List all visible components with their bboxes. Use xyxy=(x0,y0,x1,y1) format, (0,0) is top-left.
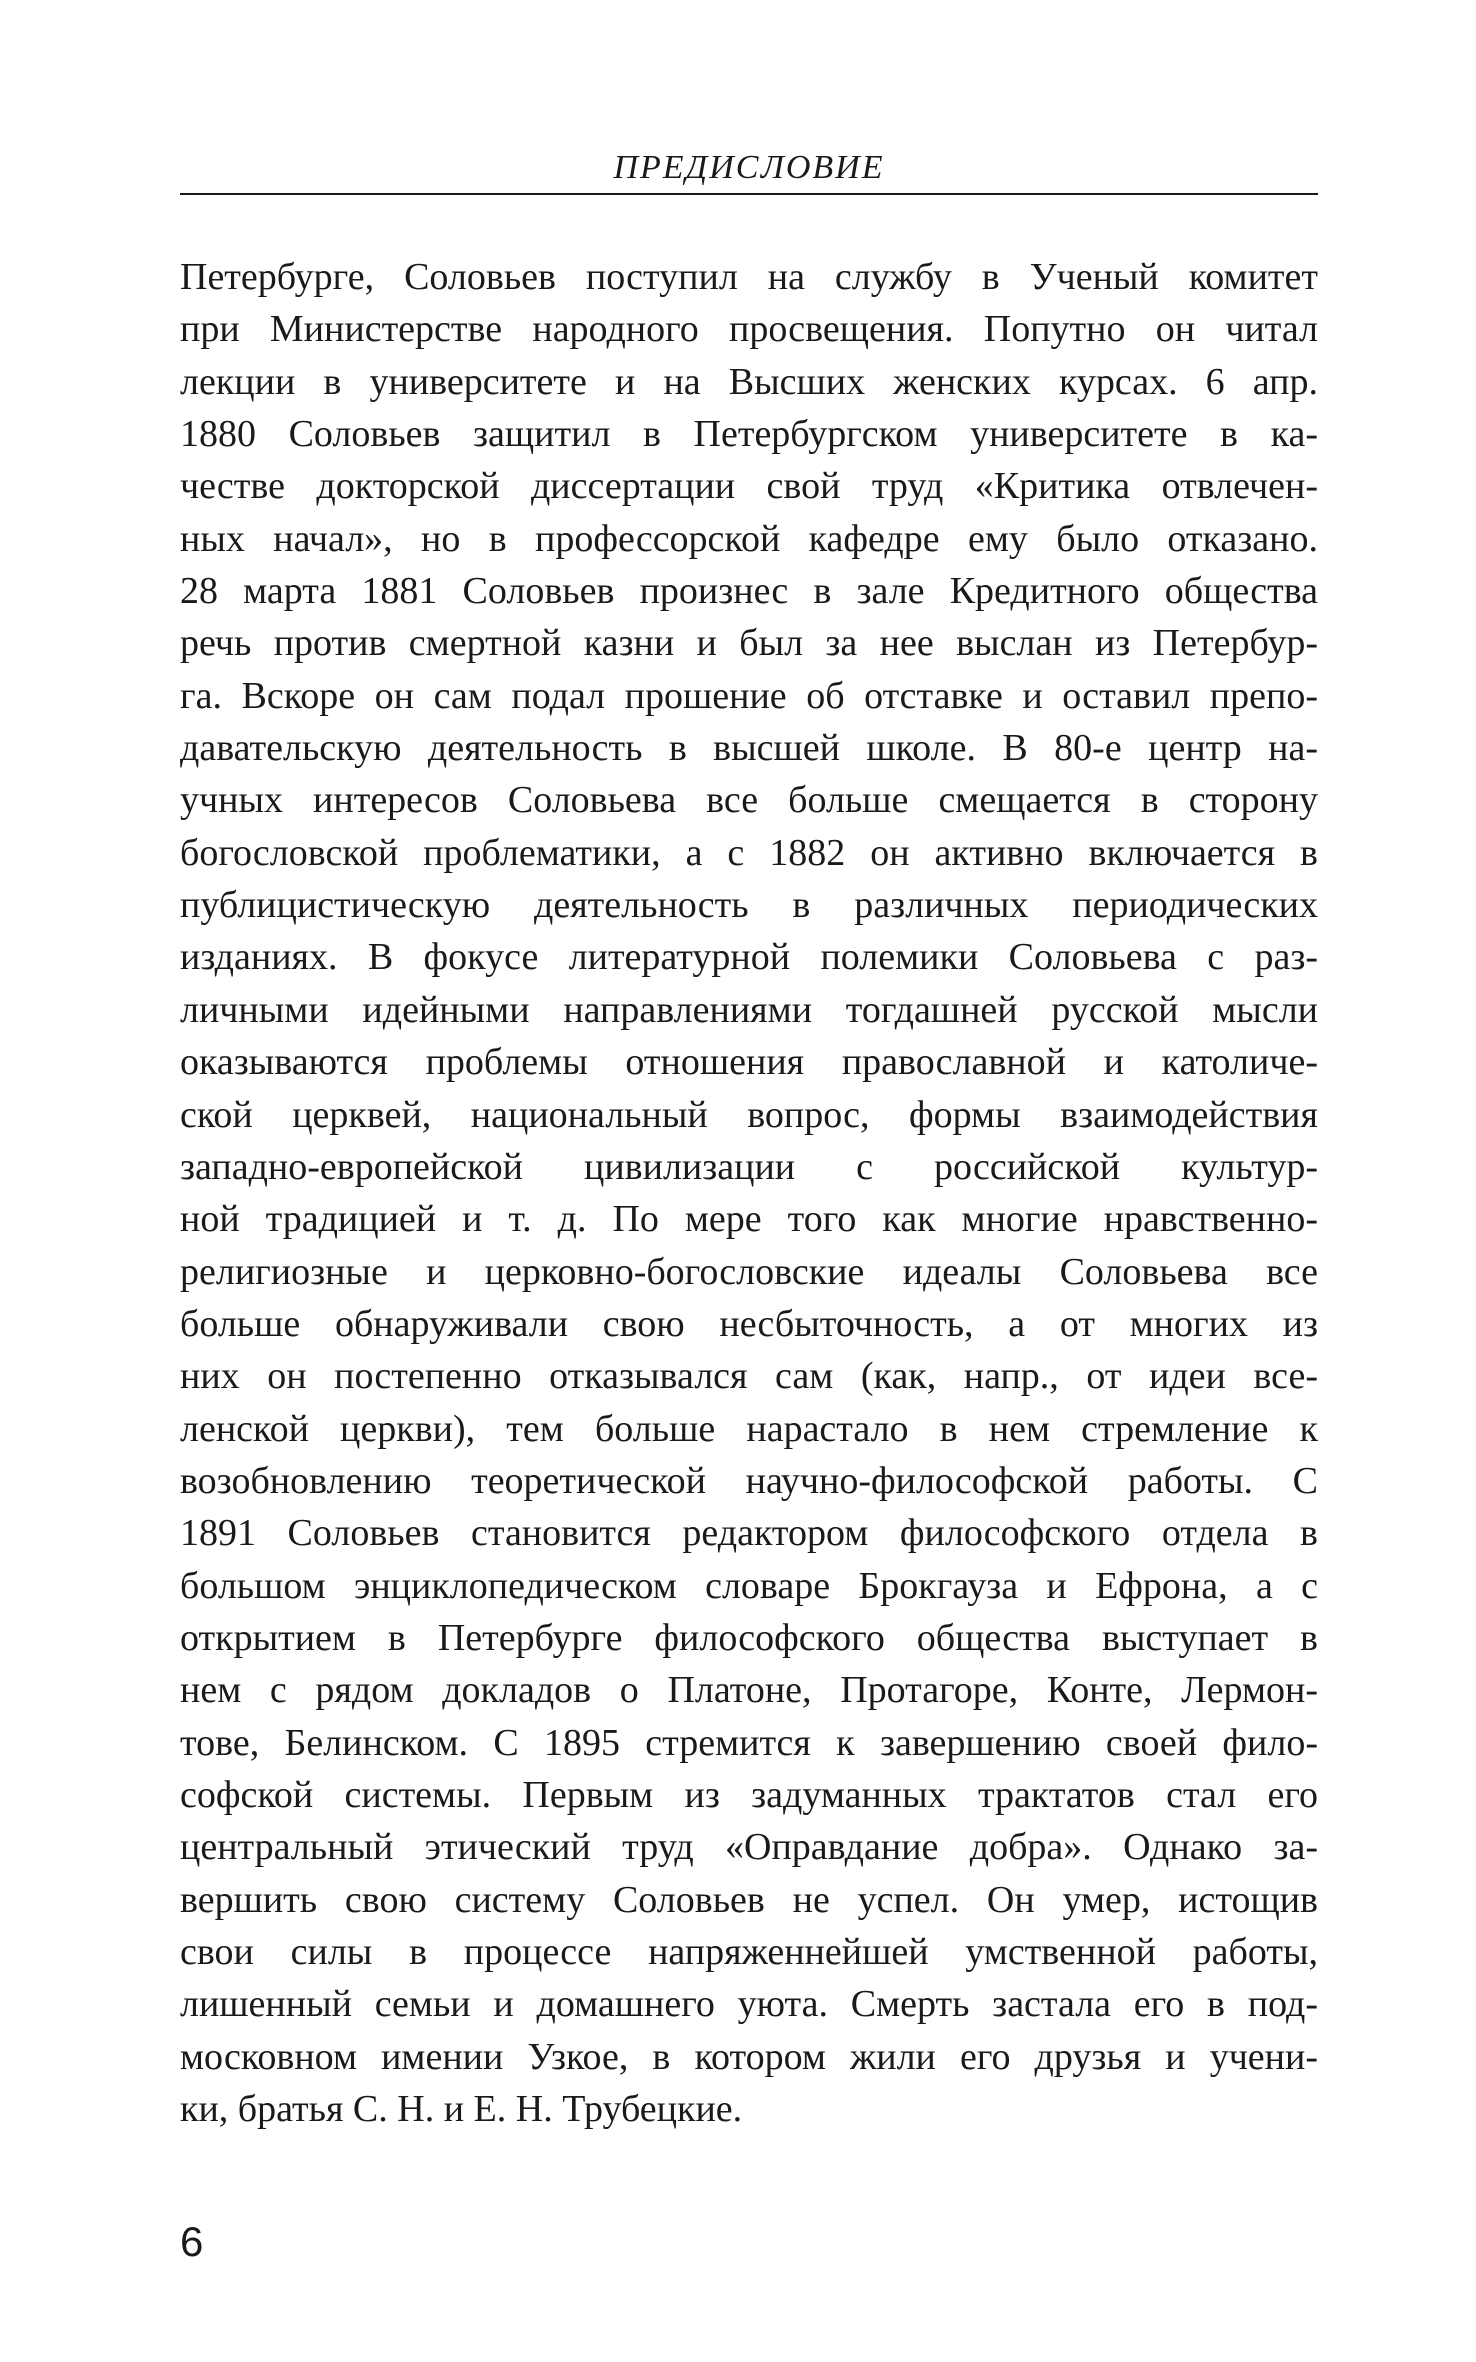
text-line: них он постепенно отказывался сам (как, напр., от идеи все- xyxy=(180,1355,1318,1398)
text-line: речь против смертной казни и был за нее выслан из Петербур- xyxy=(180,622,1318,665)
text-line: свои силы в процессе напряженнейшей умственной работы, xyxy=(180,1931,1318,1973)
text-line: религиозные и церковно-богословские идеалы Соловьева все xyxy=(180,1250,1318,1293)
text-line: Петербурге, Соловьев поступил на службу в Ученый комитет xyxy=(180,256,1318,298)
text-line: 28 марта 1881 Соловьев произнес в зале Кредитного общества xyxy=(180,570,1318,613)
text-line: лишенный семьи и домашнего уюта. Смерть застала его в под- xyxy=(180,1983,1318,2026)
text-line: 1880 Соловьев защитил в Петербургском университете в ка- xyxy=(180,413,1318,456)
text-line: учных интересов Соловьева все больше смещается в сторону xyxy=(180,779,1318,822)
text-line: публицистическую деятельность в различных периодических xyxy=(180,884,1318,927)
text-line: софской системы. Первым из задуманных трактатов стал его xyxy=(180,1773,1318,1816)
text-line: 1891 Соловьев становится редактором философского отдела в xyxy=(180,1512,1318,1555)
text-line: га. Вскоре он сам подал прошение об отставке и оставил препо- xyxy=(180,674,1318,717)
text-line: больше обнаруживали свою несбыточность, а от многих из xyxy=(180,1302,1318,1345)
body-text xyxy=(180,251,1318,2135)
text-line: при Министерстве народного просвещения. Попутно он читал xyxy=(180,308,1318,351)
text-line: ской церквей, национальный вопрос, формы взаимодействия xyxy=(180,1093,1318,1136)
text-line: большом энциклопедическом словаре Брокгауза и Ефрона, а с xyxy=(180,1564,1318,1607)
text-line: изданиях. В фокусе литературной полемики Соловьева с раз- xyxy=(180,936,1318,979)
text-line: оказываются проблемы отношения православной и католиче- xyxy=(180,1041,1318,1084)
page-number: 6 xyxy=(180,2218,204,2265)
text-line: ленской церкви), тем больше нарастало в нем стремление к xyxy=(180,1407,1318,1450)
header-rule xyxy=(180,193,1318,195)
text-line: открытием в Петербурге философского общества выступает в xyxy=(180,1616,1318,1659)
running-header-title: ПРЕДИСЛОВИЕ xyxy=(613,149,885,186)
text-line: тове, Белинском. С 1895 стремится к завершению своей фило- xyxy=(180,1721,1318,1764)
text-line: вершить свою систему Соловьев не успел. Он умер, истощив xyxy=(180,1878,1318,1921)
text-line: честве докторской диссертации свой труд «Критика отвлечен- xyxy=(180,465,1318,508)
text-line: личными идейными направлениями тогдашней русской мысли xyxy=(180,988,1318,1031)
text-line: давательскую деятельность в высшей школе. В 80-е центр на- xyxy=(180,727,1318,770)
text-line: возобновлению теоретической научно-философской работы. С xyxy=(180,1459,1318,1502)
text-line: ной традицией и т. д. По мере того как многие нравственно- xyxy=(180,1198,1318,1241)
text-line: лекции в университете и на Высших женских курсах. 6 апр. xyxy=(180,360,1318,403)
text-line: нем с рядом докладов о Платоне, Протагоре, Конте, Лермон- xyxy=(180,1669,1318,1712)
text-line: центральный этический труд «Оправдание добра». Однако за- xyxy=(180,1826,1318,1869)
text-line: западно-европейской цивилизации с российской культур- xyxy=(180,1145,1318,1188)
text-line: московном имении Узкое, в котором жили его друзья и учени- xyxy=(180,2035,1318,2078)
text-line: богословской проблематики, а с 1882 он активно включается в xyxy=(180,831,1318,874)
text-line: ных начал», но в профессорской кафедре ему было отказано. xyxy=(180,517,1318,560)
text-line-last: ки, братья С. Н. и Е. Н. Трубецкие. xyxy=(180,2088,743,2131)
